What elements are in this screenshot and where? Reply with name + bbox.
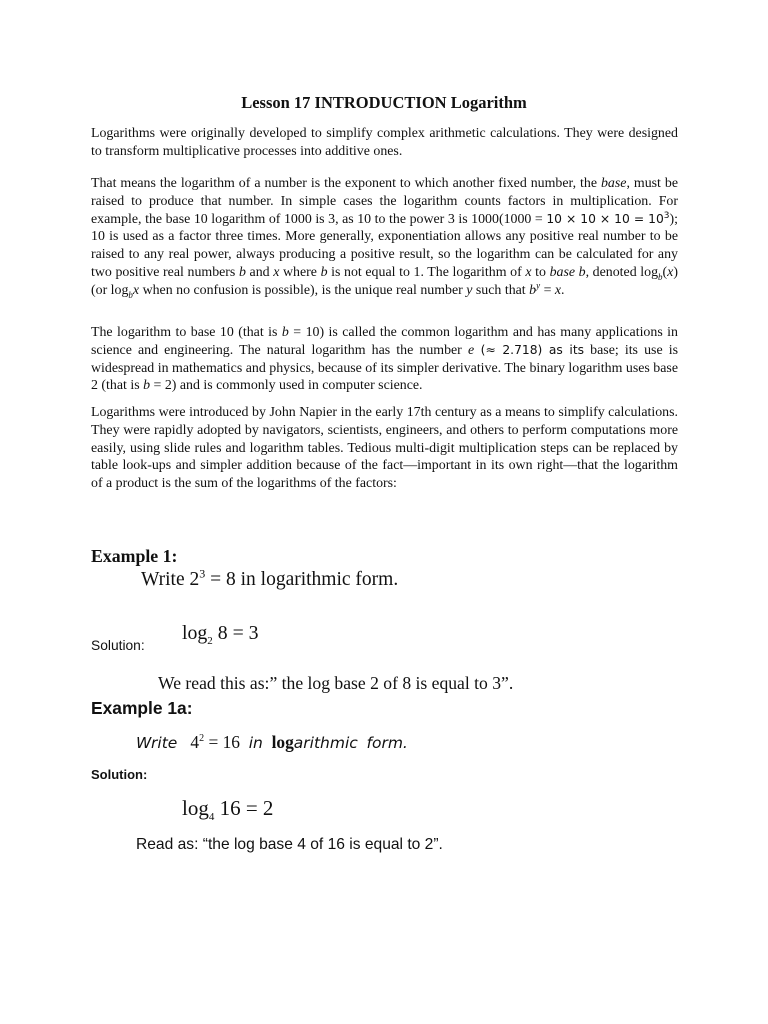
p2-math: 10 × 10 × 10 = 10 (546, 211, 664, 226)
p2-text-d: and (245, 264, 274, 280)
ex1a-q-exponent: 2 (199, 733, 205, 745)
p2-text-k: when no confusion is possible), is the unique real number (139, 282, 467, 298)
p2-text-a: That means the logarithm of a number is the exponent to which another fixed number, the (91, 176, 601, 191)
p2-var-b: b (238, 264, 246, 280)
p2-var-y: y (466, 282, 473, 298)
page-title: Lesson 17 INTRODUCTION Logarithm (241, 93, 527, 112)
example-1a-question (136, 729, 408, 756)
p3-var-b: b (281, 325, 289, 340)
example-1-read-as: We read this as:” the log base 2 of 8 is equal to 3”. (158, 673, 514, 693)
p2-var-x: x (273, 264, 280, 280)
paragraph-intro: Logarithms were originally developed to simplify complex arithmetic calculations. They were designed to transform multiplicative processes into additive ones. (91, 126, 678, 159)
example-1-solution-label: Solution: (91, 638, 145, 653)
p2-text-h: , denoted log (585, 264, 659, 280)
example-1a-solution-label: Solution: (91, 767, 148, 782)
example-1a-solution-expression (182, 794, 273, 822)
ex1-q-exponent: 3 (199, 566, 206, 581)
p3-text-b: = 10) is called the common logarithm and has many applications in science and engineering. The natural logarithm has the number (91, 325, 678, 358)
ex1a-sol-rest: 16 = 2 (214, 796, 274, 820)
p2-text-n: . (561, 282, 565, 298)
ex1a-sol-log: log (182, 796, 209, 820)
p2-text-e: where (279, 264, 321, 280)
p2-math-expression (546, 212, 669, 226)
ex1-q-pre: Write 2 (141, 569, 200, 590)
p2-text-l: such that (472, 282, 530, 298)
p2-math-exponent: 3 (663, 210, 670, 221)
ex1a-q-base: 4 (190, 732, 200, 752)
example-1a-read-as: Read as: “the log base 4 of 16 is equal to 2”. (136, 836, 443, 853)
ex1-sol-log: log (182, 622, 208, 644)
ex1-q-post: = 8 in logarithmic form. (205, 569, 399, 590)
p3-text-a: The logarithm to base 10 (that is (91, 325, 282, 340)
p3-approx: (≈ 2.718) as its (474, 342, 585, 357)
ex1-sol-rest: 8 = 3 (212, 622, 259, 644)
example-1-heading: Example 1: (91, 546, 178, 566)
p2-text-f: is not equal to 1. The logarithm of (327, 264, 526, 280)
p2-sup-y: y (536, 280, 541, 291)
example-1-question (141, 566, 398, 594)
p2-var-x4: x (132, 282, 140, 298)
example-1-solution-expression (182, 620, 259, 646)
p3-text-d: = 2) and is commonly used in computer science. (150, 378, 423, 394)
p2-text-g: to (531, 264, 550, 280)
ex1-sol-base: 2 (207, 634, 213, 647)
p3-text-c: base; its use is widespread in mathematics and physics, because of its simpler derivative. The binary logarithm uses base 2 (that is (91, 342, 678, 394)
paragraph-definition (91, 175, 678, 300)
p2-text-j: ) (or log (91, 264, 678, 298)
p2-base-word: base (600, 176, 627, 191)
p2-sub-b: b (658, 271, 663, 282)
p2-text-i: ( (662, 264, 668, 280)
p2-sub-b2: b (128, 289, 133, 300)
p2-var-b3: b (529, 282, 537, 298)
p3-var-e: e (467, 342, 475, 358)
p2-base-b: base b (549, 264, 586, 280)
p3-var-b2: b (143, 378, 151, 394)
p2-var-x3: x (667, 264, 674, 280)
ex1a-q-log: log (271, 732, 294, 752)
paragraph-common-logarithm (91, 324, 678, 395)
p2-text-b: , must be raised to produce that number. In simple cases the logarithm counts factors in multiplication. For example, the base 10 logarithm of 1000 is 3, as 10 to the power 3 is 1000(1000 = (91, 176, 678, 227)
ex1a-q-arithmic: arithmic (293, 734, 358, 752)
p2-text-m: = (540, 282, 555, 298)
ex1a-q-in: in (248, 734, 263, 752)
example-1a-heading: Example 1a: (91, 698, 193, 718)
ex1a-q-eq: = 16 (204, 732, 241, 752)
paragraph-history: Logarithms were introduced by John Napier in the early 17th century as a means to simplify calculations. They were rapidly adopted by navigators, scientists, engineers, and others to perform computations more easily, using slide rules and logarithm tables. Tedious multi-digit multiplication steps can be replaced by table look-ups and simpler addition because of the fact—important in its own right—that the logarithm of a product is the sum of the logarithms of the factors: (91, 405, 678, 492)
ex1a-q-write: Write (136, 734, 178, 752)
p2-var-b2: b (320, 264, 328, 280)
ex1a-q-form: form. (366, 734, 408, 752)
p2-var-x5: x (554, 282, 562, 298)
ex1a-sol-base: 4 (208, 811, 215, 824)
p2-text-c: ); 10 is used as a factor three times. More generally, exponentiation allows any positive real number to be raised to any real power, always producing a positive result, so the logarithm can be calculated for any two positive real numbers (91, 211, 678, 280)
p2-var-x2: x (525, 264, 532, 280)
